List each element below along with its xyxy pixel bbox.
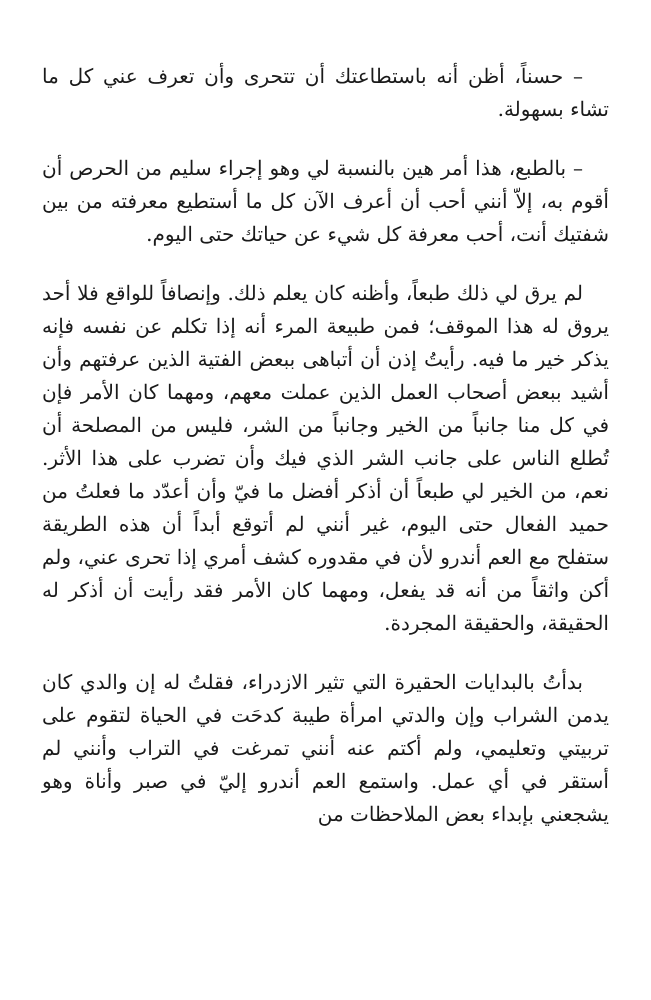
dialogue-paragraph-2: – بالطبع، هذا أمر هين بالنسبة لي وهو إجراء سليم من الحرص أن أقوم به، إلاّ أنني أحب أن أعرف الآن كل ما أستطيع معرفته من بين شفتيك أنت، أحب معرفة كل شيء عن حياتك حتى اليوم. xyxy=(42,156,609,246)
narrative-paragraph-2: بدأتُ بالبدايات الحقيرة التي تثير الازدراء، فقلتُ له إن والدي كان يدمن الشراب وإن والدتي امرأة طيبة كدحَت في الحياة لتقوم على تربيتي وتعليمي، ولم أكتم عنه أنني تمرغت في التراب وأنني لم أستقر في أي عمل. واستمع العم أندرو إليّ في صبر وأناة وهو يشجعني بإبداء بعض الملاحظات من xyxy=(42,670,609,826)
dialogue-paragraph-1: – حسناً، أظن أنه باستطاعتك أن تتحرى وأن تعرف عني كل ما تشاء بسهولة. xyxy=(42,64,609,121)
narrative-paragraph-1: لم يرق لي ذلك طبعاً، وأظنه كان يعلم ذلك. وإنصافاً للواقع فلا أحد يروق له هذا الموقف؛ فمن طبيعة المرء أنه إذا تكلم عن نفسه فإنه يذكر خير ما فيه. رأيتُ إذن أن أتباهى ببعض الفتية الذين عرفتهم وأن أشيد ببعض أصحاب العمل الذين عملت معهم، ومهما كان الأمر فإن في كل منا جانباً من الخير وجانباً من الشر، فليس من المصلحة أن تُطلع الناس على جانب الشر الذي فيك وأن تضرب على هذا الأثر. نعم، من الخير لي طبعاً أن أذكر أفضل ما فيّ وأن أعدّد ما فعلتُ من حميد الفعال حتى اليوم، غير أنني لم أتوقع أبداً أن هذه الطريقة ستفلح مع العم أندرو لأن في مقدوره كشف أمري إذا تحرى عني، ولم أكن واثقاً من أنه قد يفعل، ومهما كان الأمر فقد رأيت أن أذكر له الحقيقة، والحقيقة المجردة. xyxy=(42,281,609,635)
